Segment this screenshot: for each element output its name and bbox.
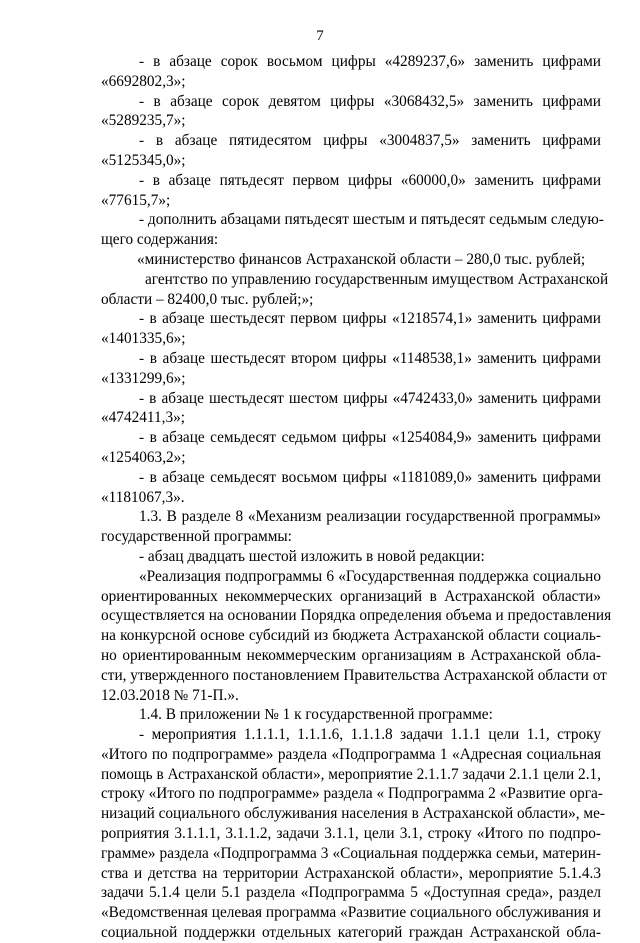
text-line: строку «Итого по подпрограмме» раздела « Подпрограмма 2 «Развитие орга- xyxy=(101,785,603,803)
page-number: 7 xyxy=(316,28,324,44)
text-line: щего содержания: xyxy=(101,231,219,249)
text-line: области – 82400,0 тыс. рублей;»; xyxy=(101,290,314,308)
text-line: «1181067,3». xyxy=(101,488,185,506)
text-line: «министерство финансов Астраханской области – 280,0 тыс. рублей; xyxy=(137,250,586,268)
text-line: «1331299,6»; xyxy=(101,369,186,387)
text-line: - мероприятия 1.1.1.1, 1.1.1.6, 1.1.1.8 задачи 1.1.1 цели 1.1, строку xyxy=(139,726,601,744)
text-line: - в абзаце сорок восьмом цифры «4289237,6» заменить цифрами xyxy=(139,53,601,70)
text-line: «77615,7»; xyxy=(101,191,171,209)
text-line: «1254063,2»; xyxy=(101,448,186,466)
text-line: ориентированных некоммерческих организаций в Астраханской области» xyxy=(101,587,601,605)
text-line: агентство по управлению государственным имуществом Астраханской xyxy=(145,270,609,288)
text-line: 1.4. В приложении № 1 к государственной программе: xyxy=(139,706,493,724)
document-body xyxy=(101,52,612,943)
text-line: - в абзаце семьдесят седьмом цифры «1254084,9» заменить цифрами xyxy=(139,429,601,447)
text-line: 12.03.2018 № 71-П.». xyxy=(101,686,239,704)
text-line: но ориентированным некоммерческим организациям в Астраханской обла- xyxy=(101,646,601,664)
text-line: ства и детства на территории Астраханской области», мероприятие 5.1.4.3 xyxy=(101,864,601,882)
text-line: - в абзаце сорок девятом цифры «3068432,5» заменить цифрами xyxy=(139,92,601,110)
text-line: сти, утвержденного постановлением Правительства Астраханской области от xyxy=(101,666,607,684)
text-line: «Ведомственная целевая программа «Развитие социального обслуживания и xyxy=(101,904,601,922)
text-line: задачи 5.1.4 цели 5.1 раздела «Подпрограмма 5 «Доступная среда», раздел xyxy=(101,884,601,902)
text-line: «Реализация подпрограммы 6 «Государственная поддержка социально xyxy=(139,567,601,585)
text-line: «5125345,0»; xyxy=(101,151,186,169)
text-line: - в абзаце шестьдесят первом цифры «1218574,1» заменить цифрами xyxy=(139,310,601,328)
text-line: помощь в Астраханской области», мероприятие 2.1.1.7 задачи 2.1.1 цели 2.1, xyxy=(101,765,601,783)
text-line: - в абзаце пятидесятом цифры «3004837,5» заменить цифрами xyxy=(139,132,601,150)
text-line: государственной программы: xyxy=(101,528,292,546)
text-line: «5289235,7»; xyxy=(101,112,186,130)
text-line: 1.3. В разделе 8 «Механизм реализации государственной программы» xyxy=(139,508,601,526)
text-line: - дополнить абзацами пятьдесят шестым и пятьдесят седьмым следую- xyxy=(139,211,604,229)
text-line: «1401335,6»; xyxy=(101,330,186,348)
text-line: на конкурсной основе субсидий из бюджета Астраханской области социаль- xyxy=(101,627,601,645)
text-line: - абзац двадцать шестой изложить в новой редакции: xyxy=(139,547,485,565)
text-line: - в абзаце семьдесят восьмом цифры «1181089,0» заменить цифрами xyxy=(139,468,601,486)
text-line: социальной поддержки отдельных категорий граждан Астраханской обла- xyxy=(101,924,601,942)
text-line: грамме» раздела «Подпрограмма 3 «Социальная поддержка семьи, материн- xyxy=(101,844,601,862)
text-line: «6692802,3»; xyxy=(101,72,186,90)
text-line: осуществляется на основании Порядка определения объема и предоставления xyxy=(101,607,612,625)
text-line: - в абзаце шестьдесят шестом цифры «4742433,0» заменить цифрами xyxy=(139,389,601,407)
text-line: низаций социального обслуживания населения в Астраханской области», ме- xyxy=(101,805,605,823)
text-line: «Итого по подпрограмме» раздела «Подпрограмма 1 «Адресная социальная xyxy=(101,745,601,763)
text-line: - в абзаце пятьдесят первом цифры «60000,0» заменить цифрами xyxy=(139,171,601,189)
text-line: «4742411,3»; xyxy=(101,409,185,427)
text-line: роприятия 3.1.1.1, 3.1.1.2, задачи 3.1.1, цели 3.1, строку «Итого по подпро- xyxy=(101,825,601,843)
text-line: - в абзаце шестьдесят втором цифры «1148538,1» заменить цифрами xyxy=(139,349,601,367)
